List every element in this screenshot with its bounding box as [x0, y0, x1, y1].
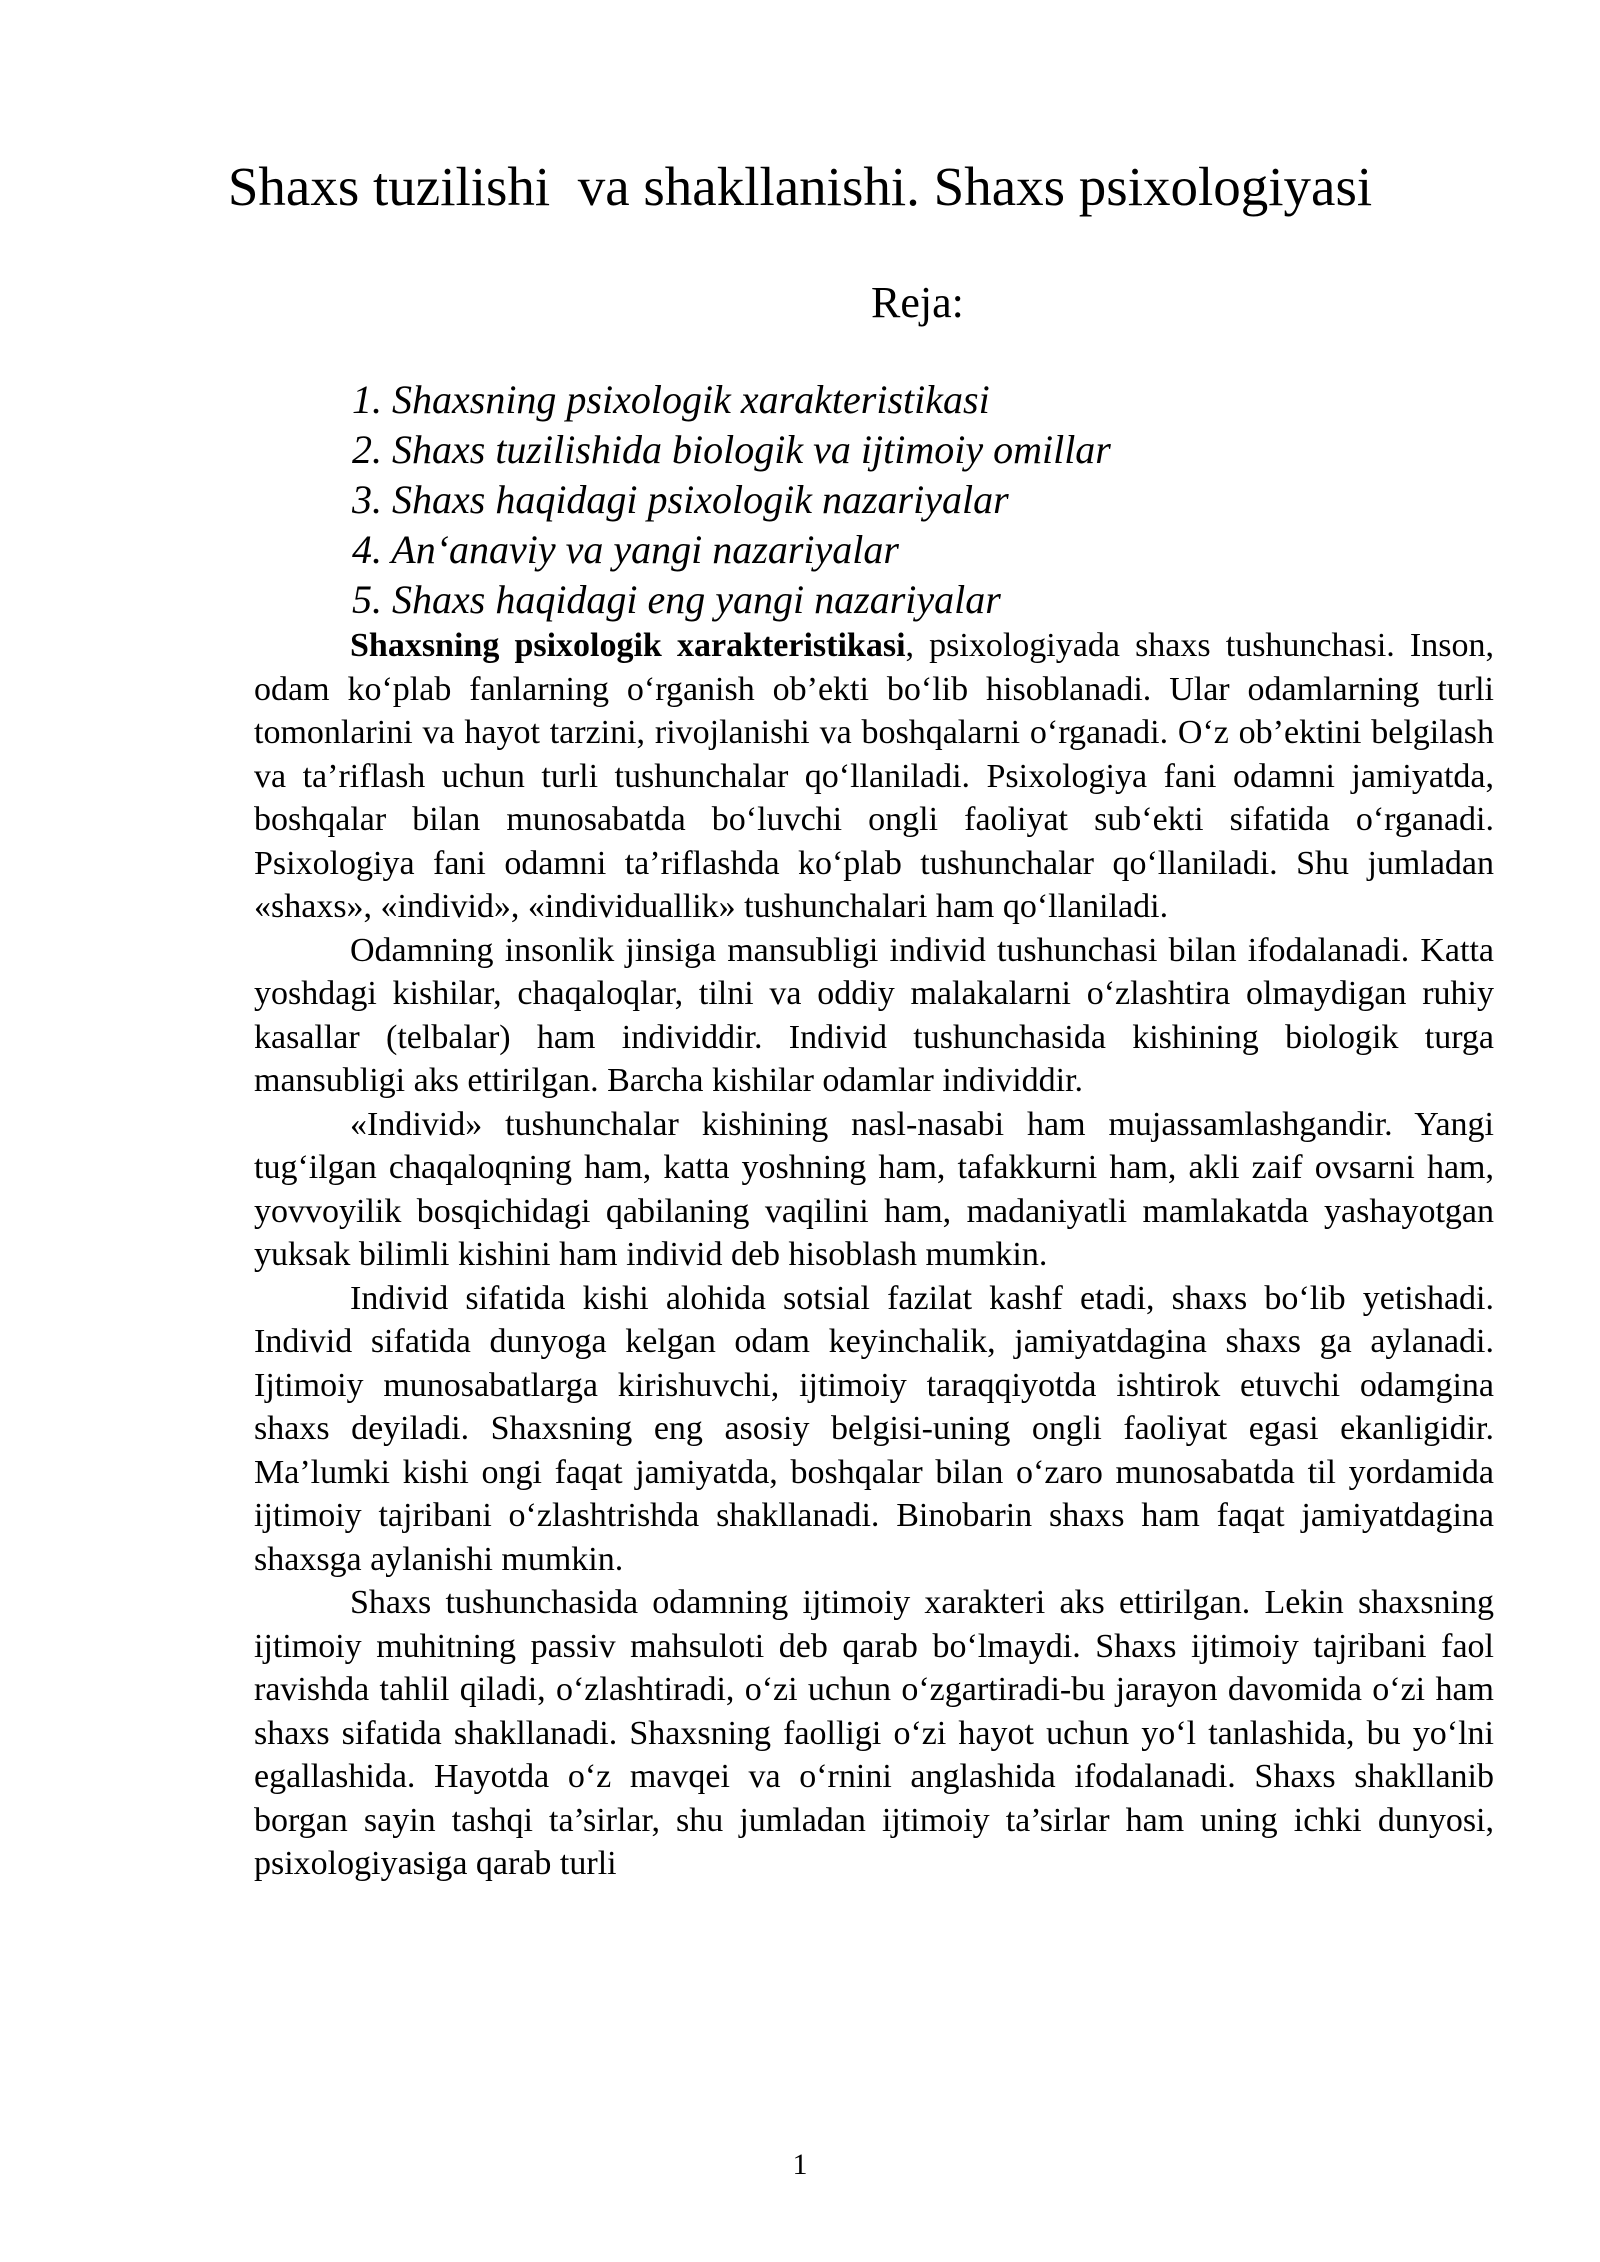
plan-item: 2. Shaxs tuzilishida biologik va ijtimoiy omillar [352, 427, 1111, 472]
paragraph: Shaxs tushunchasida odamning ijtimoiy xarakteri aks ettirilgan. Lekin shaxsning ijtimoiy muhitning passiv mahsuloti deb qarab bo‘lmaydi. Shaxs ijtimoiy tajribani faol ravishda tahlil qiladi, o‘zlashtiradi, o‘zi uchun o‘zgartiradi-bu jarayon davomida o‘zi ham shaxs sifatida shakllanadi. Shaxsning faolligi o‘zi hayot uchun yo‘l tanlashida, bu yo‘lni egallashida. Hayotda o‘z mavqei va o‘rnini anglashida ifodalanadi. Shaxs shakllanib borgan sayin tashqi ta’sirlar, shu jumladan ijtimoiy ta’sirlar ham uning ichki dunyosi, psixologiyasiga qarab turli [254, 1584, 1494, 1882]
paragraph: «Individ» tushunchalar kishining nasl-nasabi ham mujassamlashgandir. Yangi tug‘ilgan chaqaloqning ham, katta yoshning ham, tafakkurni ham, akli zaif ovsarni ham, yovvoyilik bosqichidagi qabilaning vaqilini ham, madaniyatli mamlakatda yashayotgan yuksak bilimli kishini ham individ deb hisoblash mumkin. [254, 1105, 1494, 1273]
plan-list [352, 375, 1111, 625]
paragraph: Individ sifatida kishi alohida sotsial fazilat kashf etadi, shaxs bo‘lib yetishadi. Individ sifatida dunyoga kelgan odam keyinchalik, jamiyatdagina shaxs ga aylanadi. Ijtimoiy munosabatlarga kirishuvchi, ijtimoiy taraqqiyotda ishtirok etuvchi odamgina shaxs deyiladi. Shaxsning eng asosiy belgisi-uning ongli faoliyat egasi ekanligidir. Ma’lumki kishi ongi faqat jamiyatda, boshqalar bilan o‘zaro munosabatda til yordamida ijtimoiy tajribani o‘zlashtrishda shakllanadi. Binobarin shaxs ham faqat jamiyatdagina shaxsga aylanishi mumkin. [254, 1279, 1494, 1578]
plan-item: 1. Shaxsning psixologik xarakteristikasi [352, 377, 990, 422]
plan-item: 4. An‘anaviy va yangi nazariyalar [352, 527, 899, 572]
paragraph-lead-bold: Shaxsning psixologik xarakteristikasi [350, 627, 906, 664]
plan-item: 3. Shaxs haqidagi psixologik nazariyalar [352, 477, 1009, 522]
document-body [254, 624, 1494, 1886]
plan-item: 5. Shaxs haqidagi eng yangi nazariyalar [352, 577, 1001, 622]
page-number: 1 [792, 2148, 808, 2181]
plan-heading: Reja: [871, 278, 964, 327]
paragraph: Odamning insonlik jinsiga mansubligi individ tushunchasi bilan ifodalanadi. Katta yoshdagi kishilar, chaqaloqlar, tilni va oddiy malakalarni o‘zlashtira olmaydigan ruhiy kasallar (telbalar) ham individdir. Individ tushunchasida kishining biologik turga mansubligi aks ettirilgan. Barcha kishilar odamlar individdir. [254, 931, 1494, 1099]
paragraph [254, 624, 1494, 929]
document-title: Shaxs tuzilishi va shakllanishi. Shaxs psixologiyasi [227, 156, 1373, 217]
paragraph-text: , psixologiyada shaxs tushunchasi. Inson, odam ko‘plab fanlarning o‘rganish ob’ekti bo‘lib hisoblanadi. Ular odamlarning turli tomonlarini va hayot tarzini, rivojlanishi va boshqalarni o‘rganadi. O‘z ob’ektini belgilash va ta’riflash uchun turli tushunchalar qo‘llaniladi. Psixologiya fani odamni jamiyatda, boshqalar bilan munosabatda bo‘luvchi ongli faoliyat sub‘ekti sifatida o‘rganadi. Psixologiya fani odamni ta’riflashda ko‘plab tushunchalar qo‘llaniladi. Shu jumladan «shaxs», «individ», «individuallik» tushunchalari ham qo‘llaniladi. [254, 627, 1494, 925]
